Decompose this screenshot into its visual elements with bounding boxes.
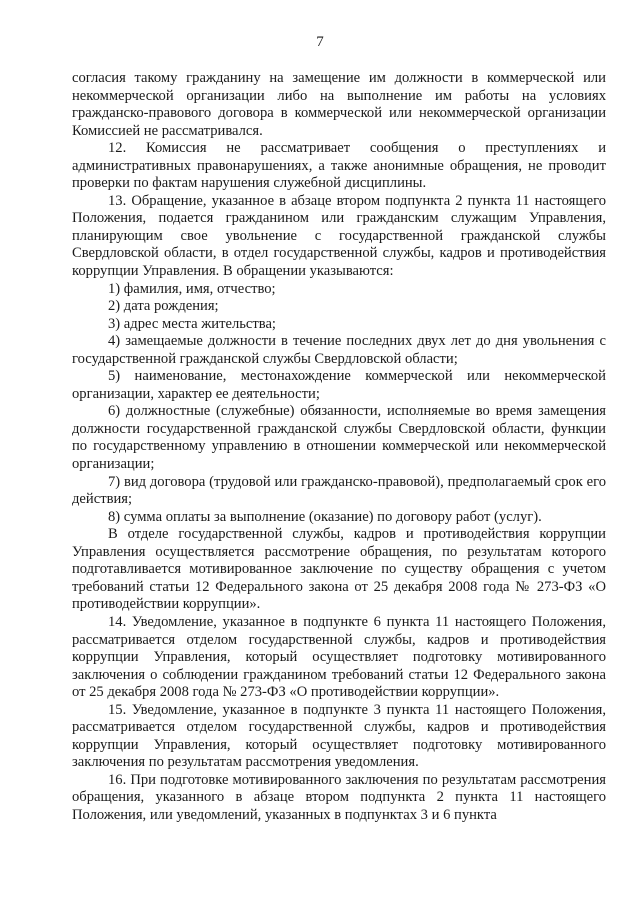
- list-item: 5) наименование, местонахождение коммерческой или некоммерческой организации, характер ее деятельности;: [72, 368, 606, 402]
- list-item: 7) вид договора (трудовой или гражданско-правовой), предполагаемый срок его действия;: [72, 473, 606, 508]
- page-number: 7: [316, 34, 324, 50]
- list-item: 8) сумма оплаты за выполнение (оказание) по договору работ (услуг).: [108, 508, 542, 525]
- paragraph-continuation: согласия такому гражданину на замещение им должности в коммерческой или некоммерческой организации либо на выполнение им работы на условиях гражданско-правового договора в коммерческой или некоммерческой организации Комиссией не рассматривался.: [72, 70, 606, 139]
- paragraph: В отделе государственной службы, кадров и противодействия коррупции Управления осуществляется рассмотрение обращения, по результатам которого подготавливается мотивированное заключение по существу обращения с учетом требований статьи 12 Федерального закона от 25 декабря 2008 года № 273-ФЗ «О противодействии коррупции».: [72, 526, 606, 613]
- list-item: 2) дата рождения;: [108, 298, 219, 315]
- list-item: 6) должностные (служебные) обязанности, исполняемые во время замещения должности государственной гражданской службы Свердловской области, функции по государственному управлению в отношении коммерческой или некоммерческой организации;: [72, 403, 606, 473]
- paragraph-item-14: 14. Уведомление, указанное в подпункте 6 пункта 11 настоящего Положения, рассматривается отделом государственной службы, кадров и противодействия коррупции Управления, который осуществляет подготовку мотивированного заключения о соблюдении гражданином требований статьи 12 Федерального закона от 25 декабря 2008 года № 273-ФЗ «О противодействии коррупции».: [72, 613, 606, 701]
- body-text: [72, 70, 606, 825]
- paragraph-item-15: 15. Уведомление, указанное в подпункте 3 пункта 11 настоящего Положения, рассматривается отделом государственной службы, кадров и противодействия коррупции Управления, который осуществляет подготовку мотивированного заключения по результатам рассмотрения уведомления.: [72, 701, 606, 771]
- list-item: 1) фамилия, имя, отчество;: [108, 280, 276, 297]
- paragraph-item-16: 16. При подготовке мотивированного заключения по результатам рассмотрения обращения, указанного в абзаце втором подпункта 2 пункта 11 настоящего Положения, или уведомлений, указанных в подпунктах 3 и 6 пункта: [72, 771, 606, 823]
- list-item: 4) замещаемые должности в течение последних двух лет до дня увольнения с государственной гражданской службы Свердловской области;: [72, 333, 606, 367]
- list-item: 3) адрес места жительства;: [108, 315, 276, 332]
- paragraph-item-12: 12. Комиссия не рассматривает сообщения о преступлениях и административных правонарушениях, а также анонимные обращения, не проводит проверки по фактам нарушения служебной дисциплины.: [72, 140, 606, 192]
- paragraph-item-13: 13. Обращение, указанное в абзаце втором подпункта 2 пункта 11 настоящего Положения, подается гражданином или гражданским служащим Управления, планирующим свое увольнение с государственной гражданской службы Свердловской области, в отдел государственной службы, кадров и противодействия коррупции Управления. В обращении указываются:: [72, 192, 606, 280]
